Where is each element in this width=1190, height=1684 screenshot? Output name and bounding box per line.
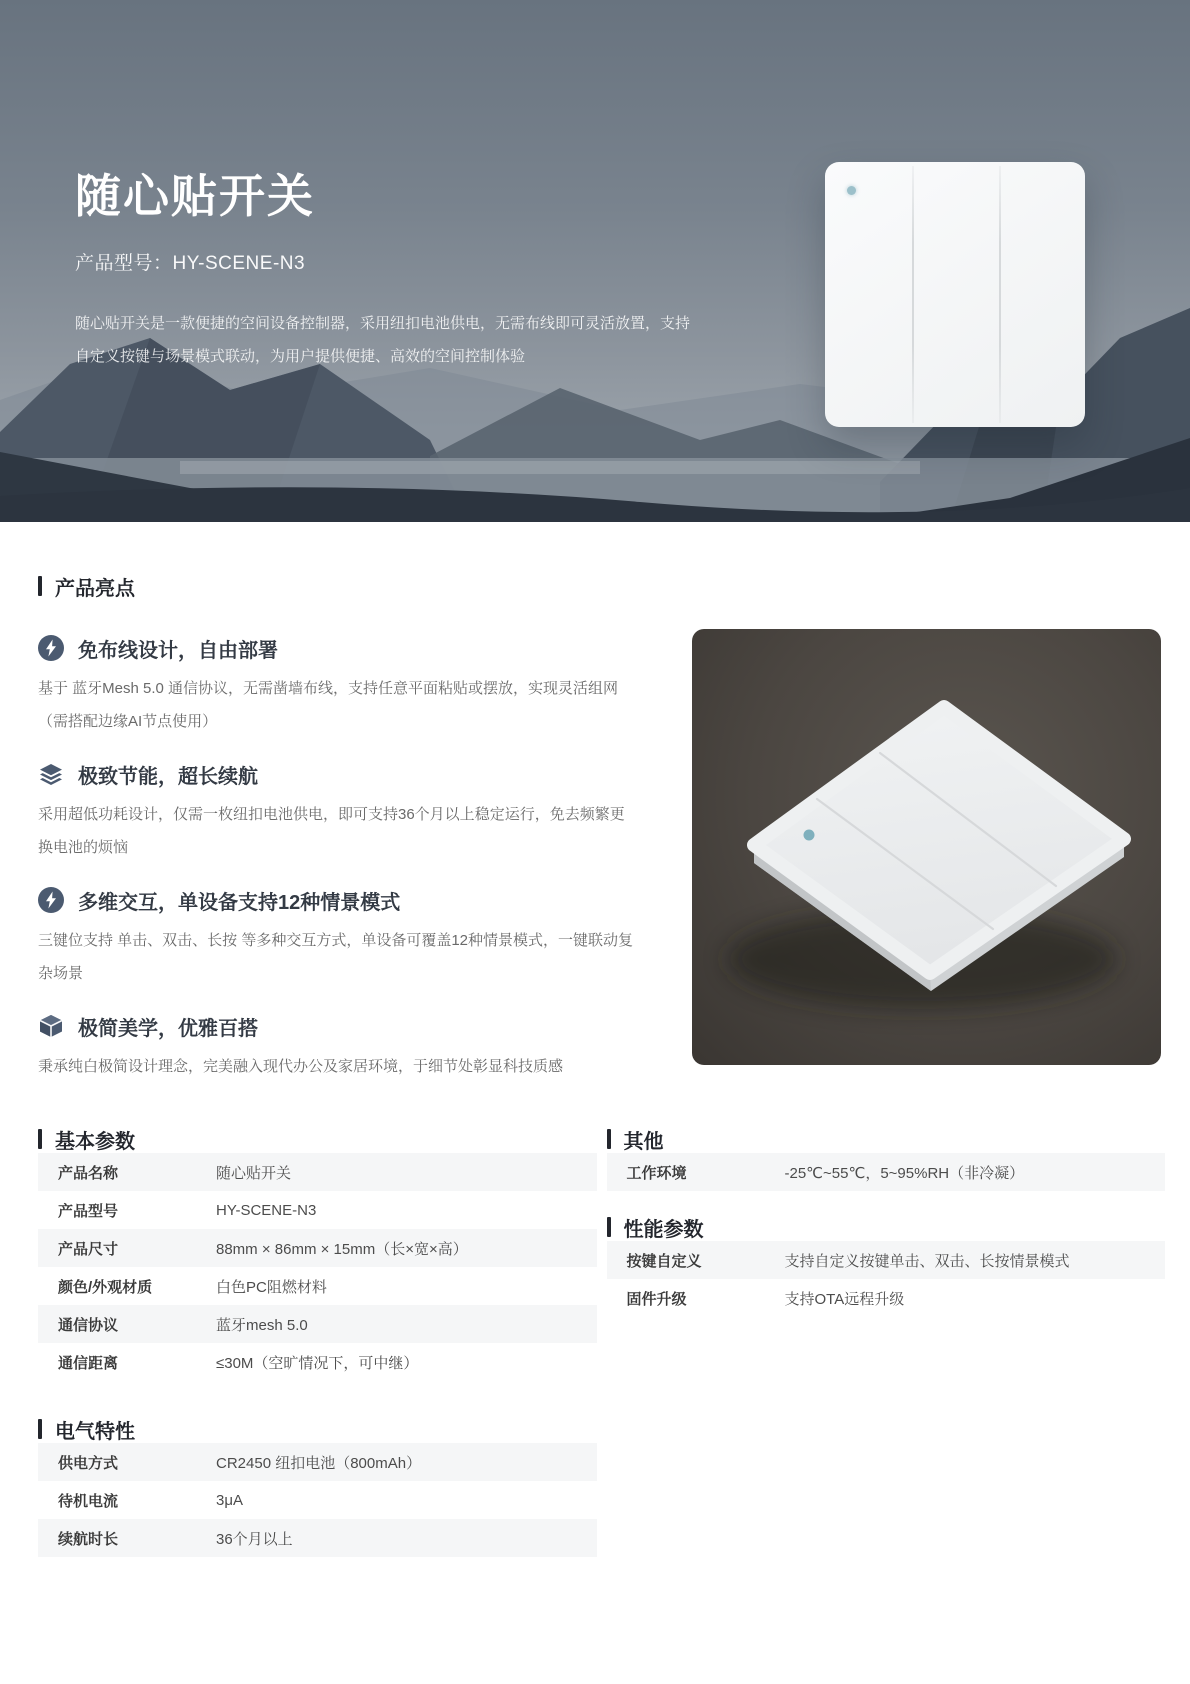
section-title-text: 其他 xyxy=(623,1130,664,1153)
section-title-electrical xyxy=(38,1415,597,1443)
spec-label: 固件升级 xyxy=(626,1290,687,1308)
section-title-basic-params xyxy=(38,1125,597,1153)
table-row xyxy=(607,1241,1166,1279)
section-title-text: 产品亮点 xyxy=(55,577,135,600)
spec-label: 供电方式 xyxy=(58,1454,119,1472)
highlights-section xyxy=(0,522,1190,1083)
table-row xyxy=(38,1267,597,1305)
electrical-table xyxy=(38,1443,597,1557)
section-title-text: 性能参数 xyxy=(623,1218,704,1241)
led-indicator-dot xyxy=(847,186,856,195)
product-photo-angled xyxy=(692,629,1161,1065)
spec-value: 支持OTA远程升级 xyxy=(784,1290,905,1308)
feature-item-battery-life xyxy=(38,760,638,864)
spec-value: 蓝牙mesh 5.0 xyxy=(216,1316,308,1334)
table-row xyxy=(38,1443,597,1481)
spec-tables-section xyxy=(0,1125,1190,1557)
spec-value: 3μA xyxy=(216,1491,243,1509)
section-accent-bar xyxy=(607,1217,611,1237)
table-row xyxy=(38,1305,597,1343)
spec-column-right xyxy=(607,1125,1166,1317)
feature-header xyxy=(38,886,638,914)
feature-header xyxy=(38,634,638,662)
section-accent-bar xyxy=(38,576,42,596)
hero-text-block xyxy=(75,168,735,373)
product-photo-switch-render xyxy=(692,629,1161,1065)
spec-label: 按键自定义 xyxy=(626,1252,702,1270)
spec-value: ≤30M（空旷情况下，可中继） xyxy=(216,1354,419,1372)
spec-label: 通信距离 xyxy=(58,1354,119,1372)
table-row xyxy=(38,1519,597,1557)
spec-label: 通信协议 xyxy=(58,1316,119,1334)
feature-description: 采用超低功耗设计，仅需一枚纽扣电池供电，即可支持36个月以上稳定运行，免去频繁更换电池的烦恼 xyxy=(38,806,625,856)
spec-value: 88mm × 86mm × 15mm（长×宽×高） xyxy=(216,1240,468,1258)
table-row xyxy=(607,1153,1166,1191)
feature-title: 极简美学，优雅百搭 xyxy=(78,1017,258,1040)
spec-value: 支持自定义按键单击、双击、长按情景模式 xyxy=(784,1252,1070,1270)
feature-item-minimal-design xyxy=(38,1012,638,1083)
feature-description: 秉承纯白极简设计理念，完美融入现代办公及家居环境，于细节处彰显科技质感 xyxy=(38,1058,564,1075)
section-title-text: 电气特性 xyxy=(55,1420,135,1443)
section-accent-bar xyxy=(38,1129,42,1149)
feature-title: 免布线设计，自由部署 xyxy=(78,639,278,662)
spec-label: 待机电流 xyxy=(58,1492,119,1510)
feature-list xyxy=(38,634,638,1083)
table-row xyxy=(38,1481,597,1519)
hero-description: 随心贴开关是一款便捷的空间设备控制器，采用纽扣电池供电，无需布线即可灵活放置，支持自定义按键与场景模式联动，为用户提供便捷、高效的空间控制体验 xyxy=(75,315,691,365)
spec-column-left xyxy=(38,1125,597,1557)
hero-section xyxy=(0,0,1190,522)
feature-description: 三键位支持 单击、双击、长按 等多种交互方式，单设备可覆盖12种情景模式，一键联动复杂场景 xyxy=(38,932,634,982)
feature-description: 基于 蓝牙Mesh 5.0 通信协议，无需凿墙布线，支持任意平面粘贴或摆放，实现灵活组网（需搭配边缘AI节点使用） xyxy=(38,680,619,730)
spec-label: 续航时长 xyxy=(58,1530,119,1548)
spec-value: CR2450 纽扣电池（800mAh） xyxy=(216,1454,422,1472)
feature-title: 极致节能，超长续航 xyxy=(78,765,258,788)
table-row xyxy=(38,1229,597,1267)
spec-label: 产品型号 xyxy=(58,1202,119,1220)
other-table xyxy=(607,1153,1166,1191)
spec-value: 白色PC阻燃材料 xyxy=(216,1278,327,1296)
lightning-circle-icon xyxy=(38,887,64,913)
spec-label: 产品名称 xyxy=(58,1164,119,1182)
table-row xyxy=(38,1191,597,1229)
feature-item-multi-interaction xyxy=(38,886,638,990)
section-title-text: 基本参数 xyxy=(55,1130,135,1153)
product-model-label: 产品型号：HY-SCENE-N3 xyxy=(75,253,306,274)
spec-value: 随心贴开关 xyxy=(216,1164,292,1182)
section-accent-bar xyxy=(38,1419,42,1439)
spec-label: 工作环境 xyxy=(626,1164,687,1182)
cube-icon xyxy=(38,1013,64,1039)
switch-key-divider xyxy=(912,166,914,423)
table-row xyxy=(38,1343,597,1381)
spec-value: -25℃~55℃，5~95%RH（非冷凝） xyxy=(784,1164,1025,1182)
layers-icon xyxy=(38,761,64,787)
feature-title: 多维交互，单设备支持12种情景模式 xyxy=(78,891,401,914)
feature-item-wireless xyxy=(38,634,638,738)
section-title-other xyxy=(607,1125,1166,1153)
section-title-performance xyxy=(607,1213,1166,1241)
switch-key-divider xyxy=(999,166,1001,423)
basic-params-table xyxy=(38,1153,597,1381)
feature-header xyxy=(38,1012,638,1040)
section-accent-bar xyxy=(607,1129,611,1149)
table-row xyxy=(38,1153,597,1191)
spec-value: 36个月以上 xyxy=(216,1530,293,1548)
performance-table xyxy=(607,1241,1166,1317)
section-title-highlights xyxy=(38,572,1152,600)
product-image-front-view xyxy=(825,162,1085,427)
page-title: 随心贴开关 xyxy=(75,170,315,222)
lightning-circle-icon xyxy=(38,635,64,661)
spec-value: HY-SCENE-N3 xyxy=(216,1201,317,1219)
spec-label: 颜色/外观材质 xyxy=(58,1278,153,1296)
table-row xyxy=(607,1279,1166,1317)
feature-header xyxy=(38,760,638,788)
spec-label: 产品尺寸 xyxy=(58,1240,119,1258)
